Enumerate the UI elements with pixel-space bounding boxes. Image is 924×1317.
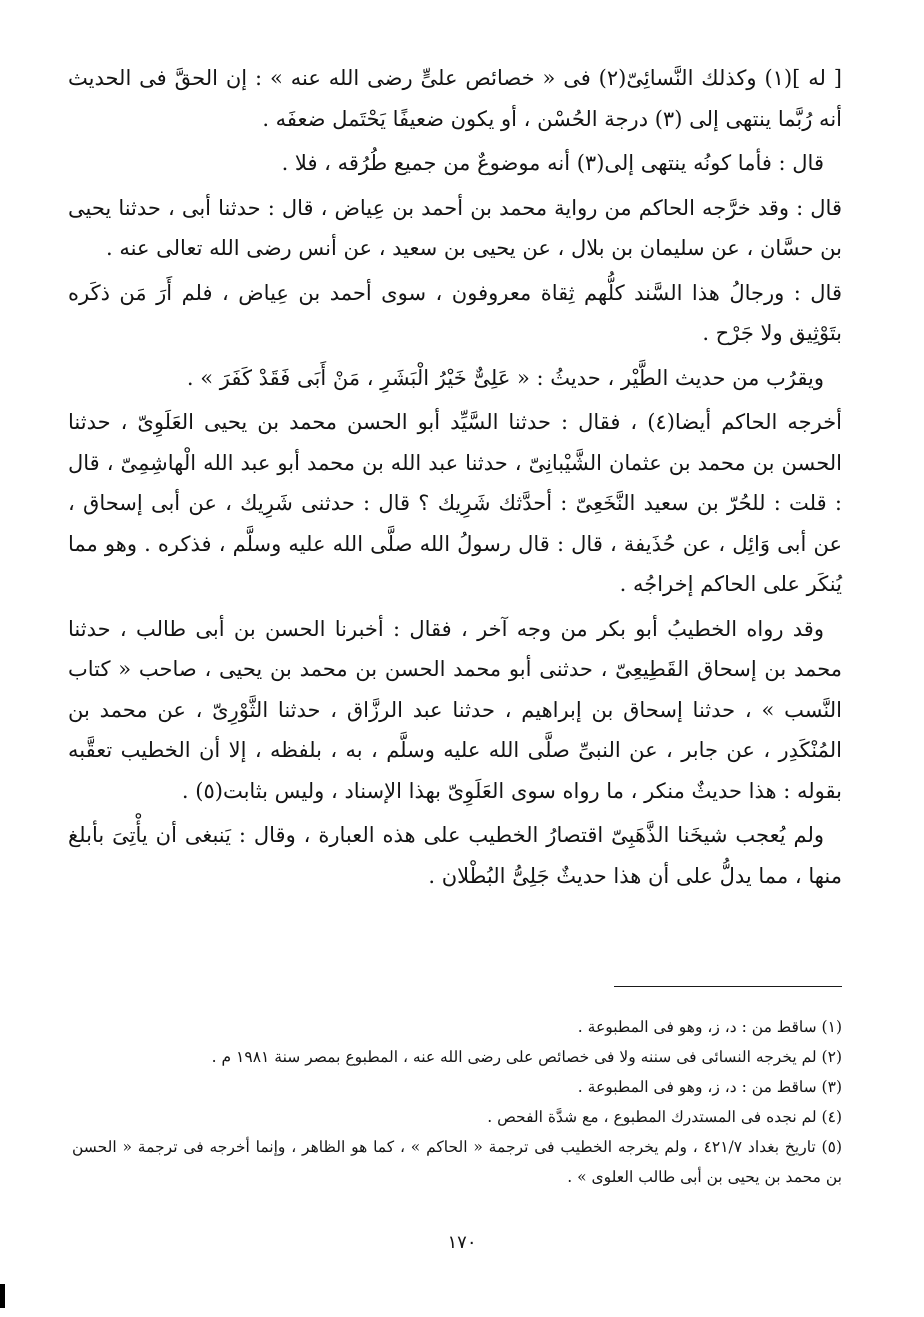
footnote: (١) ساقط من : د، ز، وهو فى المطبوعة .	[577, 1018, 842, 1036]
paragraph: قال : فأما كونُه ينتهى إلى(٣) أنه موضوعٌ من جميع طُرُقه ، فلا .	[281, 151, 824, 175]
paragraph: وقد رواه الخطيبُ أبو بكر من وجه آخر ، فقال : أخبرنا الحسن بن أبى طالب ، حدثنا محمد بن إسحاق القَطِيعِىّ ، حدثنى أبو محمد الحسن بن محمد بن يحيى ، صاحب « كتاب النَّسب » ، حدثنا إسحاق بن إبراهيم ، حدثنا عبد الرزَّاق ، حدثنا الثَّوْرِىّ ، عن محمد بن المُنْكَدِر ، عن جابر ، عن النبىِّ صلَّى الله عليه وسلَّم ، به ، بلفظه ، إلا أن الخطيب تعقَّبه بقوله : هذا حديثٌ منكر ، ما رواه سوى العَلَوِىّ بهذا الإسناد ، وليس بثابت(٥) .	[68, 616, 842, 803]
page-number: ١٧٠	[447, 1232, 477, 1253]
paragraph: ويقرُب من حديث الطَّيْر ، حديثُ : « عَلِىٌّ خَيْرُ الْبَشَرِ ، مَنْ أَبَى فَقَدْ كَفَرَ » .	[186, 365, 824, 390]
footnote: (٤) لم نجده فى المستدرك المطبوع ، مع شدَّة الفحص .	[487, 1108, 842, 1126]
paragraph: أخرجه الحاكم أيضا(٤) ، فقال : حدثنا السَّيِّد أبو الحسن محمد بن يحيى العَلَوِىّ ، حدثنا الحسن بن محمد بن عثمان الشَّيْبانِىّ ، حدثنا عبد الله بن محمد أبو عبد الله الْهاشِمِىّ ، قال : قلت : للحُرّ بن سعيد النَّخَعِىّ : أحدَّثك شَرِيك ؟ قال : حدثنى شَرِيك ، عن أبى إسحاق ، عن أبى وَائِل ، عن حُذَيفة ، قال : قال رسولُ الله صلَّى الله عليه وسلَّم ، فذكره . وهو مما يُنكَر على الحاكم إخراجُه .	[68, 410, 843, 596]
main-text	[68, 58, 842, 900]
scan-edge-mark	[0, 1284, 5, 1308]
footnote: (٢) لم يخرجه النسائى فى سننه ولا فى خصائص على رضى الله عنه ، المطبوع بمصر سنة ١٩٨١ م .	[211, 1048, 842, 1066]
paragraph: [ له ](١) وكذلك النَّسائِىّ(٢) فى « خصائص علىٍّ رضى الله عنه » : إن الحقَّ فى الحديث أنه رُبَّما ينتهى إلى (٣) درجة الحُسْن ، أو يكون ضعيفًا يَحْتَمل ضعفَه .	[68, 66, 843, 131]
paragraph: قال : ورجالُ هذا السَّند كلُّهم ثِقاة معروفون ، سوى أحمد بن عِياض ، فلم أَرَ مَن ذكَره بتَوْثِيق ولا جَرْح .	[68, 280, 842, 345]
footnote-separator	[614, 986, 842, 987]
footnote: (٣) ساقط من : د، ز، وهو فى المطبوعة .	[577, 1078, 842, 1096]
paragraph: ولم يُعجب شيخَنا الذَّهَبِىّ اقتصارُ الخطيب على هذه العبارة ، وقال : يَنبغى أن يأْتِىَ بأبلغ منها ، مما يدلُّ على أن هذا حديثٌ جَلِىُّ البُطْلان .	[68, 823, 842, 888]
footnote: (٥) تاريخ بغداد ٤٢١/٧ ، ولم يخرجه الخطيب فى ترجمة « الحاكم » ، كما هو الظاهر ، وإنما أخرجه فى ترجمة « الحسن بن محمد بن يحيى بن أبى طالب العلوى » .	[72, 1138, 842, 1186]
paragraph: قال : وقد خرَّجه الحاكم من رواية محمد بن أحمد بن عِياض ، قال : حدثنا أبى ، حدثنا يحيى بن حسَّان ، عن سليمان بن بلال ، عن يحيى بن سعيد ، عن أنس رضى الله تعالى عنه .	[68, 195, 842, 260]
footnotes	[72, 1012, 842, 1192]
